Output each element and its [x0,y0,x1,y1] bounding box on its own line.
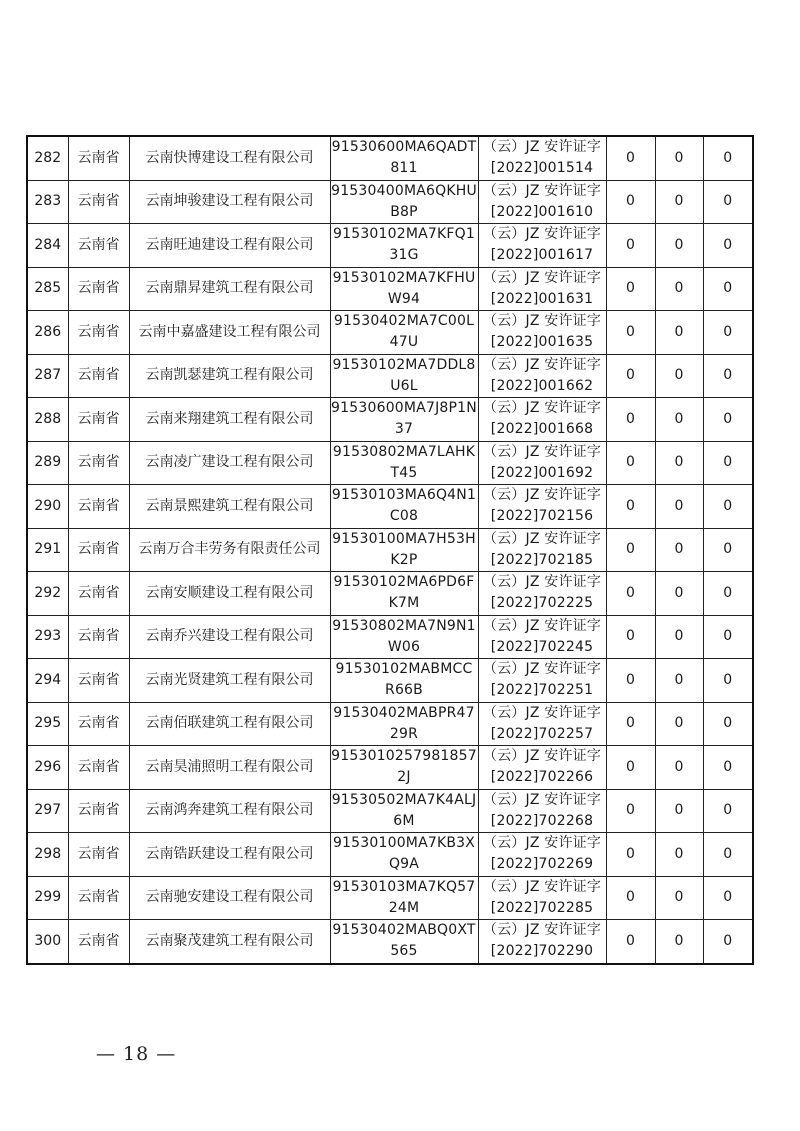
license-number-line: （云）JZ 安许证字 [482,574,602,591]
table-row [27,659,753,703]
province-cell: 云南省 [68,224,129,268]
credit-code-line: R66B [385,682,423,699]
province-cell: 云南省 [68,746,129,790]
credit-code-cell [330,354,478,398]
value-cell-3: 0 [703,702,753,746]
value-cell-2: 0 [655,267,703,311]
province-cell: 云南省 [68,398,129,442]
license-number-line: （云）JZ 安许证字 [482,356,602,373]
license-number-line: [2022]702268 [490,812,594,829]
value-cell-2: 0 [655,572,703,616]
table-row [27,702,753,746]
credit-code-line: 91530600MA7J8P1N [331,400,477,417]
value-cell-1: 0 [606,485,655,529]
page-number: — 18 — [96,1043,177,1065]
value-cell-1: 0 [606,659,655,703]
license-number-line: （云）JZ 安许证字 [482,748,602,765]
value-cell-3: 0 [703,746,753,790]
row-number: 286 [27,311,68,355]
company-name-cell: 云南锆跃建设工程有限公司 [129,833,330,877]
row-number: 300 [27,920,68,964]
credit-code-line: 91530102MA7KFQ1 [333,226,475,243]
license-number-line: （云）JZ 安许证字 [482,661,602,678]
credit-code-line: 31G [389,247,419,264]
value-cell-2: 0 [655,833,703,877]
company-name-cell: 云南旺迪建设工程有限公司 [129,224,330,268]
row-number: 285 [27,267,68,311]
table-row [27,267,753,311]
province-cell: 云南省 [68,441,129,485]
license-number-line: [2022]001635 [490,334,594,351]
license-number-line: [2022]702185 [490,551,594,568]
value-cell-2: 0 [655,615,703,659]
credit-code-line: K2P [390,551,418,568]
value-cell-3: 0 [703,659,753,703]
license-number-cell [478,354,606,398]
license-number-line: [2022]001610 [490,203,594,220]
value-cell-3: 0 [703,180,753,224]
license-number-line: [2022]001662 [490,377,594,394]
license-number-line: [2022]702290 [490,943,594,960]
credit-code-line: 91530102MA6PD6F [333,574,475,591]
value-cell-3: 0 [703,485,753,529]
value-cell-1: 0 [606,267,655,311]
row-number: 294 [27,659,68,703]
value-cell-2: 0 [655,136,703,180]
credit-code-line: 91530402MABQ0XT [332,922,476,939]
credit-code-cell [330,920,478,964]
credit-code-line: 6M [393,812,415,829]
value-cell-3: 0 [703,876,753,920]
license-number-cell [478,615,606,659]
value-cell-1: 0 [606,180,655,224]
table-row [27,441,753,485]
company-name-cell: 云南快博建设工程有限公司 [129,136,330,180]
credit-code-cell [330,441,478,485]
license-number-line: [2022]702245 [490,638,594,655]
value-cell-1: 0 [606,354,655,398]
license-number-line: [2022]702269 [490,856,594,873]
company-name-cell: 云南鼎昇建筑工程有限公司 [129,267,330,311]
credit-code-line: 91530402MABPR47 [333,704,475,721]
value-cell-2: 0 [655,485,703,529]
value-cell-1: 0 [606,746,655,790]
value-cell-3: 0 [703,572,753,616]
row-number: 282 [27,136,68,180]
license-number-cell [478,920,606,964]
value-cell-1: 0 [606,441,655,485]
credit-code-line: 91530400MA6QKHU [331,182,477,199]
row-number: 287 [27,354,68,398]
credit-code-cell [330,311,478,355]
table-row [27,311,753,355]
row-number: 290 [27,485,68,529]
credit-code-cell [330,615,478,659]
credit-code-line: K7M [388,595,420,612]
value-cell-1: 0 [606,833,655,877]
credit-code-line: 91530402MA7C00L [333,313,475,330]
value-cell-1: 0 [606,528,655,572]
credit-code-cell [330,572,478,616]
license-number-line: （云）JZ 安许证字 [482,313,602,330]
license-number-line: （云）JZ 安许证字 [482,269,602,286]
value-cell-3: 0 [703,224,753,268]
license-number-cell [478,267,606,311]
value-cell-3: 0 [703,267,753,311]
license-number-line: [2022]001617 [490,247,594,264]
license-number-line: [2022]001692 [490,464,594,481]
table-row [27,833,753,877]
company-name-cell: 云南凌广建设工程有限公司 [129,441,330,485]
value-cell-3: 0 [703,833,753,877]
credit-code-line: 915301025798185​7 [331,748,477,765]
credit-code-line: T45 [390,464,418,481]
license-number-cell [478,572,606,616]
license-number-cell [478,485,606,529]
value-cell-2: 0 [655,311,703,355]
row-number: 292 [27,572,68,616]
credit-code-line: 91530102MA7KFHU [332,269,476,286]
value-cell-1: 0 [606,572,655,616]
license-number-cell [478,702,606,746]
company-name-cell: 云南聚茂建筑工程有限公司 [129,920,330,964]
province-cell: 云南省 [68,572,129,616]
credit-code-cell [330,398,478,442]
value-cell-3: 0 [703,354,753,398]
table-row [27,920,753,964]
credit-code-line: U6L [390,377,418,394]
credit-code-line: 91530102MABMCC [335,661,473,678]
row-number: 298 [27,833,68,877]
license-number-line: [2022]702251 [490,682,594,699]
table-row [27,528,753,572]
license-number-line: [2022]702285 [490,899,594,916]
row-number: 293 [27,615,68,659]
value-cell-3: 0 [703,789,753,833]
value-cell-1: 0 [606,398,655,442]
table-row [27,615,753,659]
value-cell-1: 0 [606,789,655,833]
company-name-cell: 云南乔兴建设工程有限公司 [129,615,330,659]
credit-code-line: 24M [388,899,420,916]
company-name-cell: 云南昊浦照明工程有限公司 [129,746,330,790]
row-number: 296 [27,746,68,790]
credit-code-cell [330,528,478,572]
table-row [27,572,753,616]
value-cell-2: 0 [655,702,703,746]
value-cell-2: 0 [655,398,703,442]
row-number: 288 [27,398,68,442]
license-number-line: [2022]001668 [490,421,594,438]
license-number-line: （云）JZ 安许证字 [482,226,602,243]
credit-code-line: W94 [387,290,421,307]
license-number-line: [2022]702266 [490,769,594,786]
value-cell-2: 0 [655,876,703,920]
license-number-line: （云）JZ 安许证字 [482,922,602,939]
credit-code-cell [330,746,478,790]
license-number-line: （云）JZ 安许证字 [482,791,602,808]
value-cell-2: 0 [655,920,703,964]
license-number-cell [478,876,606,920]
row-number: 289 [27,441,68,485]
value-cell-2: 0 [655,746,703,790]
license-number-line: （云）JZ 安许证字 [482,835,602,852]
credit-code-cell [330,659,478,703]
province-cell: 云南省 [68,702,129,746]
license-number-line: [2022]702225 [490,595,594,612]
value-cell-2: 0 [655,528,703,572]
credit-code-line: W06 [387,638,421,655]
credit-code-line: B8P [390,203,418,220]
company-name-cell: 云南安顺建设工程有限公司 [129,572,330,616]
row-number: 299 [27,876,68,920]
license-number-cell [478,398,606,442]
credit-code-line: 2J [397,769,411,786]
value-cell-2: 0 [655,224,703,268]
company-name-cell: 云南驰安建设工程有限公司 [129,876,330,920]
credit-code-cell [330,485,478,529]
credit-code-cell [330,876,478,920]
value-cell-3: 0 [703,136,753,180]
credit-code-line: 91530102MA7DDL8 [332,356,476,373]
row-number: 283 [27,180,68,224]
license-number-cell [478,659,606,703]
province-cell: 云南省 [68,876,129,920]
province-cell: 云南省 [68,354,129,398]
value-cell-1: 0 [606,702,655,746]
license-number-line: （云）JZ 安许证字 [482,704,602,721]
credit-code-line: C08 [389,508,419,525]
license-number-line: （云）JZ 安许证字 [482,617,602,634]
credit-code-line: 91530100MA7KB3X [332,835,476,852]
license-number-cell [478,789,606,833]
license-number-line: （云）JZ 安许证字 [482,400,602,417]
value-cell-1: 0 [606,224,655,268]
value-cell-1: 0 [606,136,655,180]
province-cell: 云南省 [68,267,129,311]
credit-code-cell [330,136,478,180]
value-cell-3: 0 [703,441,753,485]
company-name-cell: 云南景熙建筑工程有限公司 [129,485,330,529]
license-number-line: （云）JZ 安许证字 [482,530,602,547]
table-row [27,789,753,833]
company-name-cell: 云南坤骏建设工程有限公司 [129,180,330,224]
company-name-cell: 云南佰联建筑工程有限公司 [129,702,330,746]
table-row [27,224,753,268]
province-cell: 云南省 [68,833,129,877]
table-row [27,485,753,529]
province-cell: 云南省 [68,789,129,833]
value-cell-3: 0 [703,398,753,442]
credit-code-cell [330,224,478,268]
company-name-cell: 云南来翔建筑工程有限公司 [129,398,330,442]
value-cell-2: 0 [655,180,703,224]
value-cell-2: 0 [655,659,703,703]
license-number-cell [478,136,606,180]
table-body [27,136,753,964]
license-number-cell [478,441,606,485]
value-cell-1: 0 [606,615,655,659]
row-number: 284 [27,224,68,268]
table-row [27,180,753,224]
license-number-line: （云）JZ 安许证字 [482,878,602,895]
license-number-line: （云）JZ 安许证字 [482,182,602,199]
value-cell-2: 0 [655,441,703,485]
table-row [27,876,753,920]
credit-code-line: 29R [389,725,419,742]
credit-code-cell [330,702,478,746]
value-cell-3: 0 [703,528,753,572]
province-cell: 云南省 [68,136,129,180]
value-cell-1: 0 [606,876,655,920]
province-cell: 云南省 [68,920,129,964]
credit-code-line: Q9A [388,856,420,873]
value-cell-3: 0 [703,311,753,355]
province-cell: 云南省 [68,659,129,703]
province-cell: 云南省 [68,615,129,659]
credit-code-line: 811 [390,160,418,177]
company-name-cell: 云南凯瑟建筑工程有限公司 [129,354,330,398]
license-number-line: （云）JZ 安许证字 [482,487,602,504]
license-number-cell [478,311,606,355]
company-name-cell: 云南鸿奔建筑工程有限公司 [129,789,330,833]
value-cell-2: 0 [655,354,703,398]
license-number-cell [478,746,606,790]
license-number-line: [2022]702156 [490,508,594,525]
license-number-line: [2022]001514 [490,160,594,177]
license-number-line: （云）JZ 安许证字 [482,139,602,156]
license-number-line: （云）JZ 安许证字 [482,443,602,460]
value-cell-1: 0 [606,311,655,355]
license-number-cell [478,224,606,268]
credit-code-cell [330,180,478,224]
value-cell-1: 0 [606,920,655,964]
company-name-cell: 云南光贤建筑工程有限公司 [129,659,330,703]
license-number-cell [478,180,606,224]
province-cell: 云南省 [68,311,129,355]
table-row [27,354,753,398]
license-number-line: [2022]702257 [490,725,594,742]
table-row [27,136,753,180]
license-number-cell [478,833,606,877]
credit-code-cell [330,267,478,311]
license-number-cell [478,528,606,572]
credit-code-line: 91530502MA7K4ALJ [331,791,477,808]
credit-code-line: 47U [389,334,419,351]
table-row [27,398,753,442]
province-cell: 云南省 [68,180,129,224]
credit-code-line: 91530100MA7H53H [332,530,476,547]
credit-code-line: 565 [390,943,418,960]
row-number: 295 [27,702,68,746]
company-table [26,135,754,965]
value-cell-3: 0 [703,615,753,659]
row-number: 291 [27,528,68,572]
company-name-cell: 云南万合丰劳务有限责任公司 [129,528,330,572]
credit-code-line: 91530600MA6QADT [331,139,477,156]
license-number-line: [2022]001631 [490,290,594,307]
credit-code-cell [330,789,478,833]
credit-code-line: 91530103MA7KQ57 [332,878,476,895]
credit-code-cell [330,833,478,877]
value-cell-3: 0 [703,920,753,964]
province-cell: 云南省 [68,485,129,529]
table-row [27,746,753,790]
value-cell-2: 0 [655,789,703,833]
credit-code-line: 37 [394,421,414,438]
province-cell: 云南省 [68,528,129,572]
credit-code-line: 91530802MA7N9N1 [332,617,476,634]
company-name-cell: 云南中嘉盛建设工程有限公司 [129,311,330,355]
credit-code-line: 91530103MA6Q4N1 [331,487,477,504]
row-number: 297 [27,789,68,833]
credit-code-line: 91530802MA7LAHK [332,443,476,460]
